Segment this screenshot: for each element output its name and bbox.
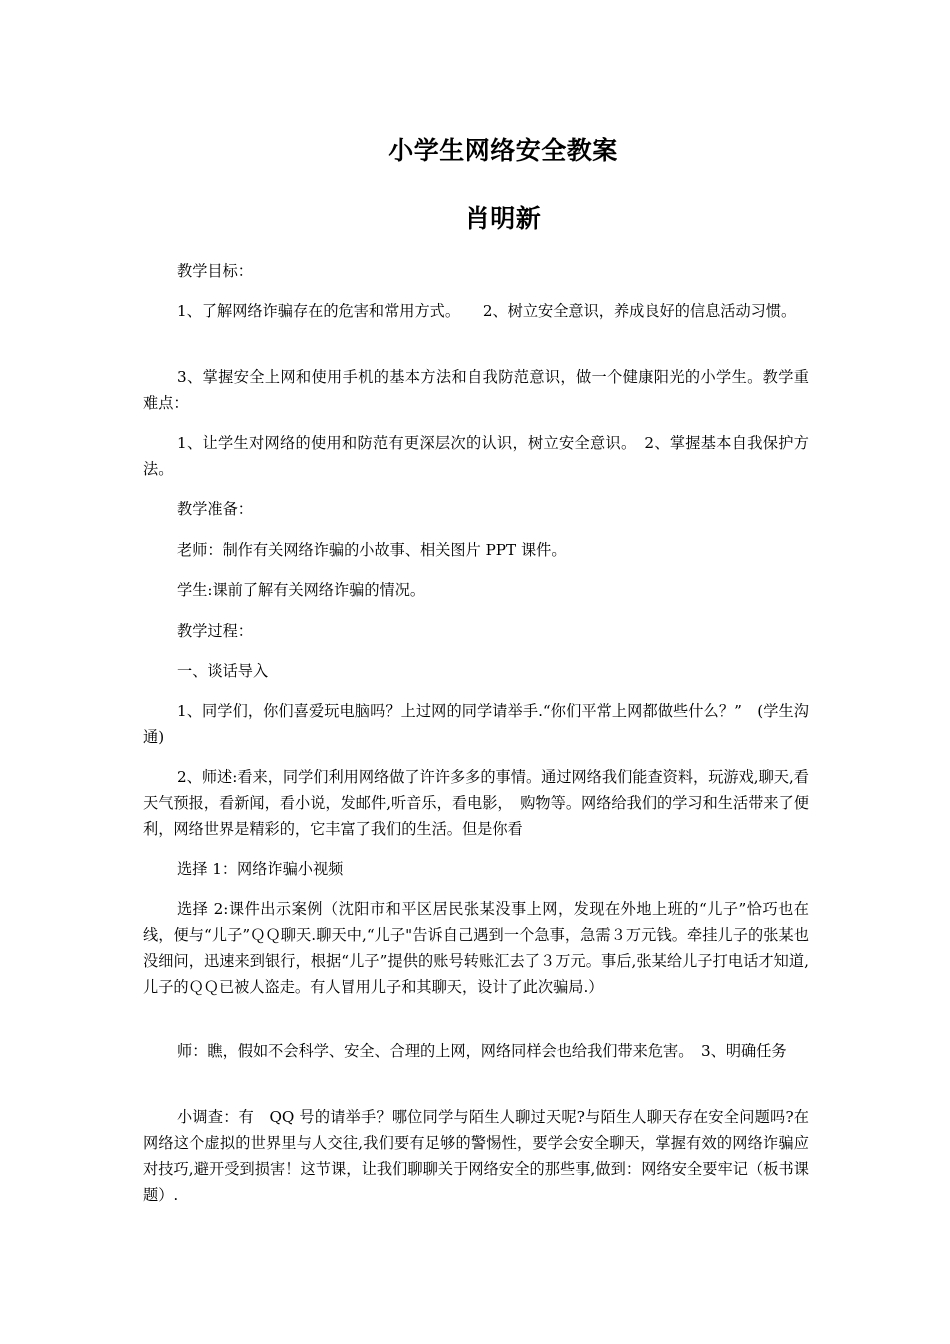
- paragraph-option-1: 选择 1：网络诈骗小视频: [177, 860, 344, 878]
- section-heading-objectives: 教学目标：: [177, 262, 253, 280]
- section-heading-preparation: 教学准备：: [177, 500, 253, 518]
- paragraph-teacher-remark: 师：瞧，假如不会科学、安全、合理的上网，网络同样会也给我们带来危害。 3、明确任务: [177, 1042, 787, 1060]
- paragraph-intro-2: 2、师述:看来，同学们利用网络做了许许多多的事情。通过网络我们能查资料，玩游戏,聊天,看天气预报，看新闻，看小说，发邮件,听音乐，看电影， 购物等。网络给我们的学习和生活带来了便利，网络世界是精彩的，它丰富了我们的生活。但是你看: [143, 768, 809, 838]
- section-heading-intro: 一、谈话导入: [177, 662, 269, 680]
- paragraph-student-preparation: 学生:课前了解有关网络诈骗的情况。: [177, 581, 426, 599]
- paragraph-objectives-1-2: 1、了解网络诈骗存在的危害和常用方式。 2、树立安全意识，养成良好的信息活动习惯。: [177, 302, 797, 320]
- section-heading-process: 教学过程：: [177, 622, 253, 640]
- paragraph-key-points: 1、让学生对网络的使用和防范有更深层次的认识，树立安全意识。 2、掌握基本自我保护方法。: [143, 434, 809, 478]
- document-title: 小学生网络安全教案: [388, 136, 618, 165]
- document-author: 肖明新: [464, 204, 542, 233]
- paragraph-intro-1: 1、同学们，你们喜爱玩电脑吗？上过网的同学请举手.“你们平常上网都做些什么？” (学生沟通): [143, 702, 809, 746]
- paragraph-survey: 小调查：有 QQ 号的请举手？哪位同学与陌生人聊过天呢?与陌生人聊天存在安全问题吗?在网络这个虚拟的世界里与人交往,我们要有足够的警惕性，要学会安全聊天，掌握有效的网络诈骗应对技巧,避开受到损害！这节课，让我们聊聊关于网络安全的那些事,做到：网络安全要牢记（板书课题）.: [143, 1108, 809, 1204]
- paragraph-objective-3: 3、掌握安全上网和使用手机的基本方法和自我防范意识，做一个健康阳光的小学生。教学重难点：: [143, 368, 809, 412]
- paragraph-teacher-preparation: 老师：制作有关网络诈骗的小故事、相关图片 PPT 课件。: [177, 541, 567, 559]
- paragraph-option-2-case: 选择 2:课件出示案例（沈阳市和平区居民张某没事上网，发现在外地上班的“儿子”恰巧也在线，便与“儿子”ＱＱ聊天.聊天中,“儿子"告诉自己遇到一个急事，急需３万元钱。牵挂儿子的张某也没细问，迅速来到银行，根据“儿子”提供的账号转账汇去了３万元。事后,张某给儿子打电话才知道,儿子的ＱＱ已被人盗走。有人冒用儿子和其聊天，设计了此次骗局.）: [143, 900, 809, 996]
